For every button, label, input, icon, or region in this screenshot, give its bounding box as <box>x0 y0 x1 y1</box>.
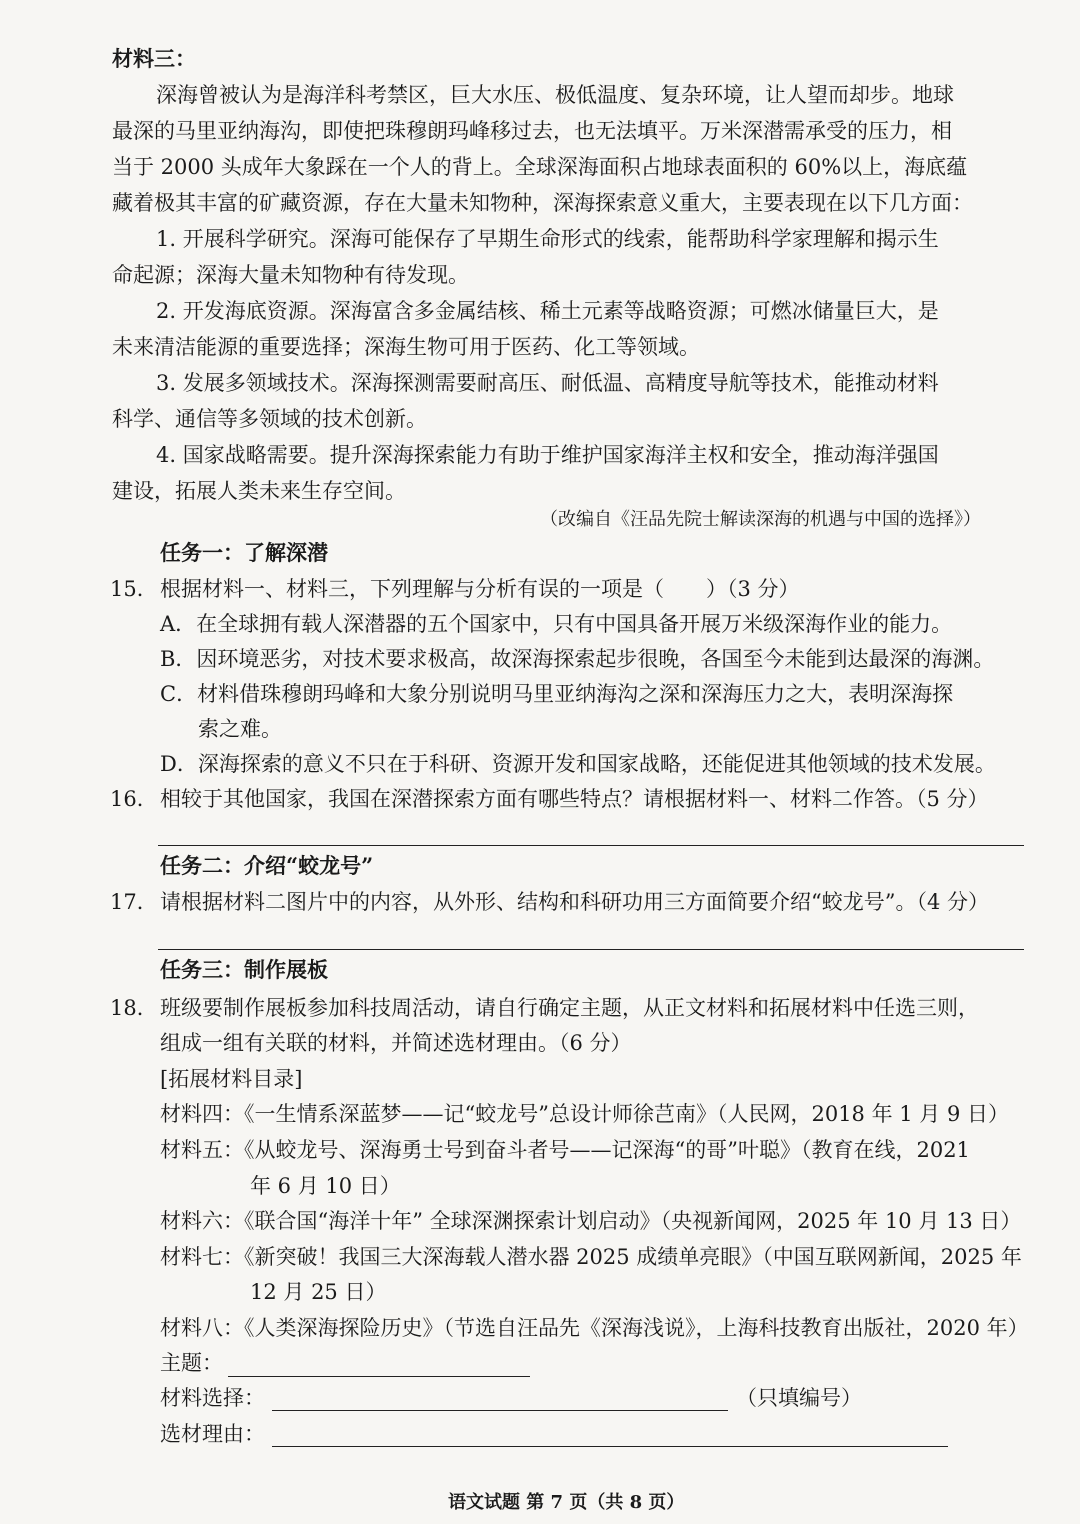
material3-line: 未来清洁能源的重要选择；深海生物可用于医药、化工等领域。 <box>112 335 700 359</box>
question-18-stem-cont: 组成一组有关联的材料，并简述选材理由。（6 分） <box>160 1031 632 1055</box>
material3-line: 2. 开发海底资源。深海富含多金属结核、稀土元素等战略资源；可燃冰储量巨大，是 <box>156 299 939 323</box>
catalog-item-cont: 年 6 月 10 日） <box>250 1174 401 1198</box>
option-b: B．因环境恶劣，对技术要求极高，故深海探索起步很晚，各国至今未能到达最深的海渊。 <box>160 647 995 671</box>
reason-answer-line[interactable] <box>272 1446 948 1447</box>
catalog-item: 材料八：《人类深海探险历史》（节选自汪品先《深海浅说》，上海科技教育出版社，2020 年） <box>160 1316 1029 1340</box>
material3-line: 最深的马里亚纳海沟，即使把珠穆朗玛峰移过去，也无法填平。万米深潜需承受的压力，相 <box>112 119 952 143</box>
catalog-item-cont: 12 月 25 日） <box>250 1280 387 1304</box>
task1-heading: 任务一：了解深潜 <box>160 540 328 565</box>
question-15-stem: 根据材料一、材料三，下列理解与分析有误的一项是（ ）（3 分） <box>160 577 800 601</box>
material3-line: 命起源；深海大量未知物种有待发现。 <box>112 263 469 287</box>
question-number: 16． <box>110 787 158 811</box>
material3-line: 深海曾被认为是海洋科考禁区，巨大水压、极低温度、复杂环境，让人望而却步。地球 <box>156 83 954 107</box>
option-d: D．深海探索的意义不只在于科研、资源开发和国家战略，还能促进其他领域的技术发展。 <box>160 752 996 776</box>
page-footer: 语文试题 第 7 页（共 8 页） <box>448 1492 685 1513</box>
theme-label: 主题： <box>160 1351 223 1375</box>
choice-note: （只填编号） <box>736 1386 862 1410</box>
option-c: C．材料借珠穆朗玛峰和大象分别说明马里亚纳海沟之深和深海压力之大，表明深海探 <box>160 682 954 706</box>
material3-heading: 材料三： <box>112 46 196 71</box>
choice-label: 材料选择： <box>160 1386 265 1410</box>
reason-label: 选材理由： <box>160 1422 265 1446</box>
catalog-item: 材料七：《新突破！我国三大深海载人潜水器 2025 成绩单亮眼》（中国互联网新闻，2025 年 <box>160 1245 1022 1269</box>
catalog-title: [拓展材料目录] <box>160 1067 303 1091</box>
choice-answer-line[interactable] <box>272 1410 728 1411</box>
material3-line: 1. 开展科学研究。深海可能保存了早期生命形式的线索，能帮助科学家理解和揭示生 <box>156 227 939 251</box>
material3-line: 藏着极其丰富的矿藏资源，存在大量未知物种，深海探索意义重大，主要表现在以下几方面： <box>112 191 973 215</box>
material3-line: 当于 2000 头成年大象踩在一个人的背上。全球深海面积占地球表面积的 60%以上，海底蕴 <box>112 155 968 179</box>
question-17-stem: 请根据材料二图片中的内容，从外形、结构和科研功用三方面简要介绍“蛟龙号”。（4 分） <box>160 890 990 914</box>
material3-source: （改编自《汪品先院士解读深海的机遇与中国的选择》） <box>540 509 981 530</box>
catalog-item: 材料五：《从蛟龙号、深海勇士号到奋斗者号——记深海“的哥”叶聪》（教育在线，2021 <box>160 1138 970 1162</box>
task3-heading: 任务三：制作展板 <box>160 957 328 982</box>
question-number: 15． <box>110 577 158 601</box>
material3-line: 科学、通信等多领域的技术创新。 <box>112 407 427 431</box>
option-c-cont: 索之难。 <box>198 717 282 741</box>
task2-heading: 任务二：介绍“蛟龙号” <box>160 853 374 878</box>
question-number: 17． <box>110 890 158 914</box>
question-number: 18． <box>110 996 158 1020</box>
answer-line-17[interactable] <box>158 949 1024 950</box>
question-16-stem: 相较于其他国家，我国在深潜探索方面有哪些特点？请根据材料一、材料二作答。（5 分） <box>160 787 989 811</box>
material3-line: 3. 发展多领域技术。深海探测需要耐高压、耐低温、高精度导航等技术，能推动材料 <box>156 371 939 395</box>
material3-line: 建设，拓展人类未来生存空间。 <box>112 479 406 503</box>
theme-answer-line[interactable] <box>228 1376 530 1377</box>
option-a: A．在全球拥有载人深潜器的五个国家中，只有中国具备开展万米级深海作业的能力。 <box>160 612 953 636</box>
question-18-stem: 班级要制作展板参加科技周活动，请自行确定主题，从正文材料和拓展材料中任选三则， <box>160 996 979 1020</box>
catalog-item: 材料六：《联合国“海洋十年” 全球深渊探索计划启动》（央视新闻网，2025 年 10 月 13 日） <box>160 1209 1022 1233</box>
material3-line: 4. 国家战略需要。提升深海探索能力有助于维护国家海洋主权和安全，推动海洋强国 <box>156 443 939 467</box>
catalog-item: 材料四：《一生情系深蓝梦——记“蛟龙号”总设计师徐芑南》（人民网，2018 年 1 月 9 日） <box>160 1102 1010 1126</box>
answer-line-16[interactable] <box>158 845 1024 846</box>
